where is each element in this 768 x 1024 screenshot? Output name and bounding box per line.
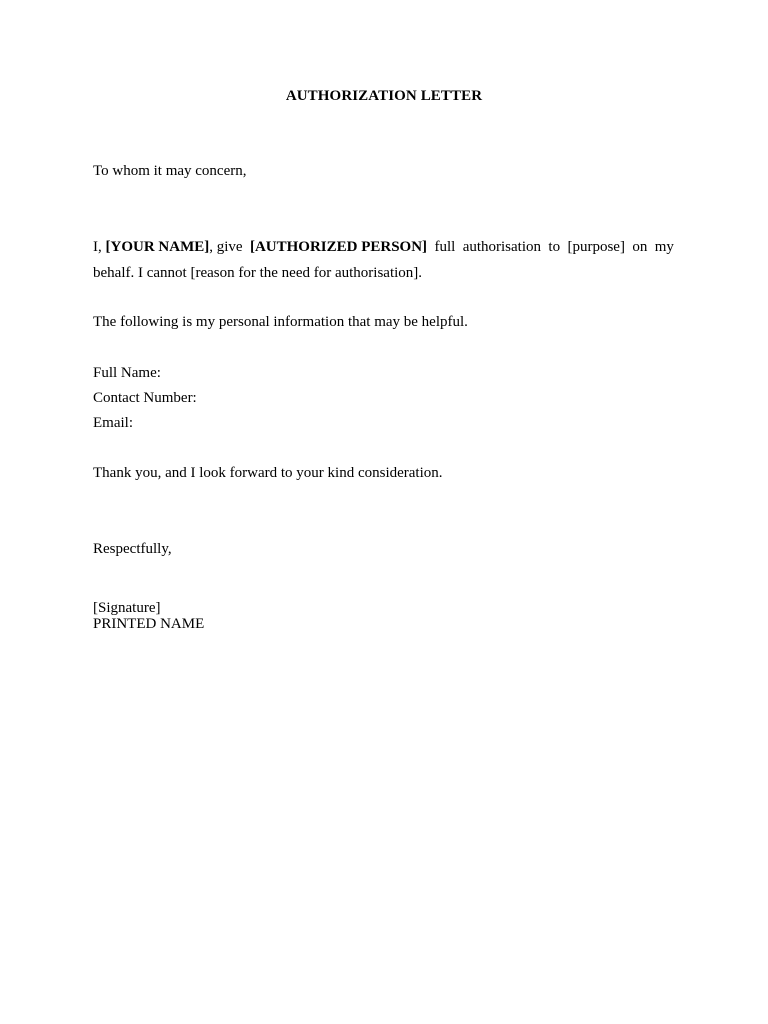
letter-title: AUTHORIZATION LETTER — [285, 88, 483, 104]
paragraph1-line2: behalf. I cannot [reason for the need for authorisation]. — [93, 265, 423, 281]
purpose-placeholder: [purpose] — [567, 239, 625, 255]
printed-name: PRINTED NAME — [93, 616, 205, 632]
prefix-text: I, — [93, 239, 102, 255]
thanks-line: Thank you, and I look forward to your kind consideration. — [93, 465, 443, 481]
paragraph1-line1 — [93, 237, 674, 257]
closing: Respectfully, — [93, 541, 172, 557]
signature-placeholder: [Signature] — [93, 600, 161, 616]
word-authorisation: authorisation — [462, 239, 542, 255]
email-label: Email: — [93, 415, 133, 431]
word-full: full — [434, 239, 456, 255]
word-on: on — [632, 239, 648, 255]
salutation: To whom it may concern, — [93, 163, 247, 179]
contact-number-label: Contact Number: — [93, 390, 197, 406]
give-text: , give — [209, 239, 243, 255]
paragraph1-opening — [93, 237, 243, 257]
paragraph2: The following is my personal information that may be helpful. — [93, 314, 468, 330]
word-to: to — [548, 239, 561, 255]
word-my: my — [654, 239, 674, 255]
authorized-person-placeholder: [AUTHORIZED PERSON] — [249, 239, 428, 255]
your-name-placeholder: [YOUR NAME] — [105, 239, 210, 255]
full-name-label: Full Name: — [93, 365, 161, 381]
